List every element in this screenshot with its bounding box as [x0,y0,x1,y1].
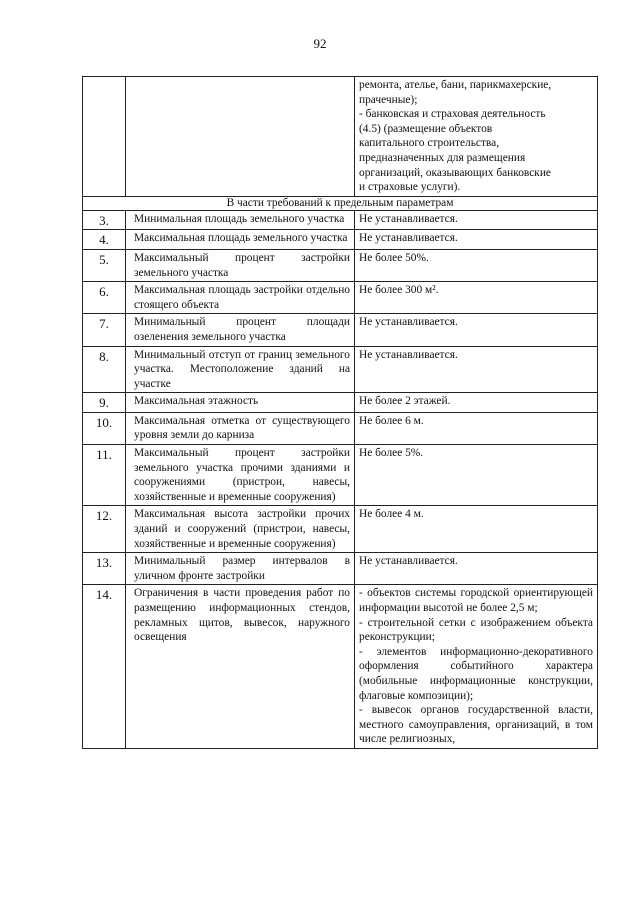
section-header-row [83,196,598,210]
value-line: капитального строительства, [359,137,500,150]
row-number [83,77,126,197]
parameter-name: Максимальная площадь земельного участка [126,230,355,250]
table-row [83,314,598,346]
table-row [83,346,598,393]
parameter-value [355,585,598,749]
row-number: 6. [83,282,126,314]
parameter-name: Максимальная высота застройки прочих зданий и сооружений (пристрои, навесы, хозяйственные и временные сооружения) [126,506,355,553]
parameter-name: Максимальная площадь застройки отдельно стоящего объекта [126,282,355,314]
table-row [83,445,598,506]
table-row [83,506,598,553]
value-line: прачечные); [359,93,418,106]
parameter-name: Минимальный отступ от границ земельного участка. Местоположение зданий на участке [126,346,355,393]
parameter-name: Ограничения в части проведения работ по размещению информационных стендов, рекламных щитов, вывесок, наружного освещения [126,585,355,749]
value-item: - вывесок органов государственной власти, местного самоуправления, организаций, в том числе религиозных, [359,704,593,746]
table-row [83,412,598,444]
parameter-value: Не устанавливается. [355,553,598,585]
parameter-value: Не более 6 м. [355,412,598,444]
row-number: 9. [83,393,126,413]
parameter-value: Не более 50%. [355,249,598,281]
row-number: 13. [83,553,126,585]
table-row-continuation [83,77,598,197]
parameter-value: Не устанавливается. [355,346,598,393]
value-line: предназначенных для размещения [359,151,526,164]
parameter-value: Не более 4 м. [355,506,598,553]
parameter-value: Не более 5%. [355,445,598,506]
table-row [83,585,598,749]
parameter-name: Минимальный процент площади озеленения земельного участка [126,314,355,346]
value-line: организаций, оказывающих банковские [359,166,551,179]
row-number: 3. [83,210,126,230]
value-line: (4.5) (размещение объектов [359,122,493,135]
table-row [83,249,598,281]
section-header: В части требований к предельным параметрам [83,196,598,210]
page-number: 92 [313,36,327,51]
table-row [83,553,598,585]
parameter-name: Минимальный размер интервалов в уличном фронте застройки [126,553,355,585]
parameter-value: Не более 300 м². [355,282,598,314]
parameter-name: Максимальная этажность [126,393,355,413]
row-number: 11. [83,445,126,506]
value-item: - объектов системы городской ориентирующей информации высотой не более 2,5 м; [359,587,593,614]
row-number: 14. [83,585,126,749]
value-item: - элементов информационно-декоративного оформления событийного характера (мобильные информационные конструкции, флаговые композиции); [359,645,593,702]
parameter-name: Максимальная отметка от существующего уровня земли до карниза [126,412,355,444]
row-number: 8. [83,346,126,393]
parameter-value [355,77,598,197]
table-row [83,282,598,314]
table-row [83,210,598,230]
parameter-name: Максимальный процент застройки земельного участка прочими зданиями и сооружениями (пристрои, навесы, хозяйственные и временные сооружения) [126,445,355,506]
value-item: - строительной сетки с изображением объекта реконструкции; [359,616,593,644]
row-number: 12. [83,506,126,553]
parameter-value: Не устанавливается. [355,210,598,230]
row-number: 7. [83,314,126,346]
table-row [83,230,598,250]
value-line: и страховые услуги). [359,181,461,194]
row-number: 5. [83,249,126,281]
parameter-name: Минимальная площадь земельного участка [126,210,355,230]
parameters-table [82,76,598,749]
row-number: 4. [83,230,126,250]
value-line: ремонта, ателье, бани, парикмахерские, [359,79,552,91]
parameter-value: Не устанавливается. [355,314,598,346]
row-number: 10. [83,412,126,444]
table-row [83,393,598,413]
parameter-name [126,77,355,197]
parameter-value: Не более 2 этажей. [355,393,598,413]
parameter-value: Не устанавливается. [355,230,598,250]
parameter-name: Максимальный процент застройки земельного участка [126,249,355,281]
value-line: - банковская и страховая деятельность [359,108,546,121]
